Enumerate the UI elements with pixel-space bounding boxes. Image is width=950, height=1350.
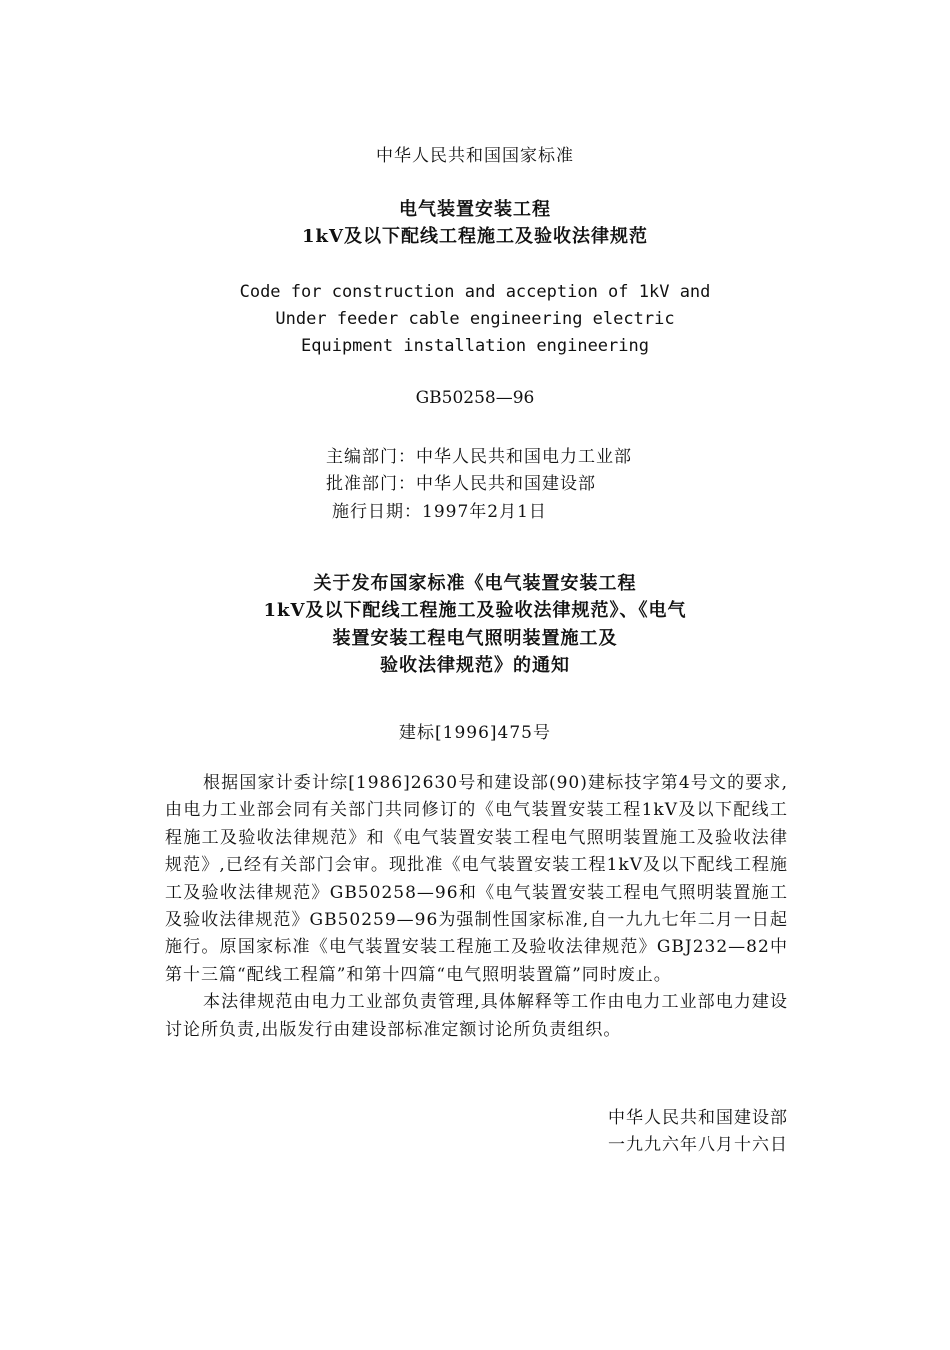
notice-title-line-2: 1kV及以下配线工程施工及验收法律规范》、《电气 — [263, 600, 687, 621]
issue-date: 一九九六年八月十六日 — [608, 1135, 788, 1155]
notice-reference-number: 建标[1996]475号 — [399, 723, 551, 743]
title-line-1: 电气装置安装工程 — [399, 199, 551, 220]
english-title-line-2: Under feeder cable engineering electric — [275, 309, 675, 329]
notice-paragraph-2: 本法律规范由电力工业部负责管理,具体解释等工作由电力工业部电力建设讨论所负责,出版发行由建设部标准定额讨论所负责组织。 — [165, 992, 788, 1040]
standard-label: 中华人民共和国国家标准 — [376, 146, 574, 166]
title-line-2: 1kV及以下配线工程施工及验收法律规范 — [302, 226, 648, 247]
english-title-line-3: Equipment installation engineering — [301, 336, 649, 356]
english-title-line-1: Code for construction and acception of 1kV and — [239, 282, 711, 302]
effective-date: 施行日期：1997年2月1日 — [332, 502, 547, 522]
notice-paragraph-1: 根据国家计委计综[1986]2630号和建设部(90)建标技字第4号文的要求,由电力工业部会同有关部门共同修订的《电气装置安装工程1kV及以下配线工程施工及验收法律规范》和《电气装置安装工程电气照明装置施工及验收法律规范》,已经有关部门会审。现批准《电气装置安装工程1kV及以下配线工程施工及验收法律规范》GB50258—96和《电气装置安装工程电气照明装置施工及验收法律规范》GB50259—96为强制性国家标准,自一九九七年二月一日起施行。原国家标准《电气装置安装工程施工及验收法律规范》GBJ232—82中第十三篇“配线工程篇”和第十四篇“电气照明装置篇”同时废止。 — [165, 773, 788, 985]
standard-code: GB50258—96 — [415, 388, 535, 408]
approving-department: 批准部门：中华人民共和国建设部 — [326, 474, 596, 494]
notice-title-line-1: 关于发布国家标准《电气装置安装工程 — [313, 573, 637, 594]
notice-title-line-3: 装置安装工程电气照明装置施工及 — [332, 628, 618, 649]
issuer-signature: 中华人民共和国建设部 — [608, 1108, 788, 1128]
notice-title-line-4: 验收法律规范》的通知 — [380, 655, 570, 676]
notice-body — [165, 770, 788, 1044]
editor-department: 主编部门：中华人民共和国电力工业部 — [326, 447, 632, 467]
